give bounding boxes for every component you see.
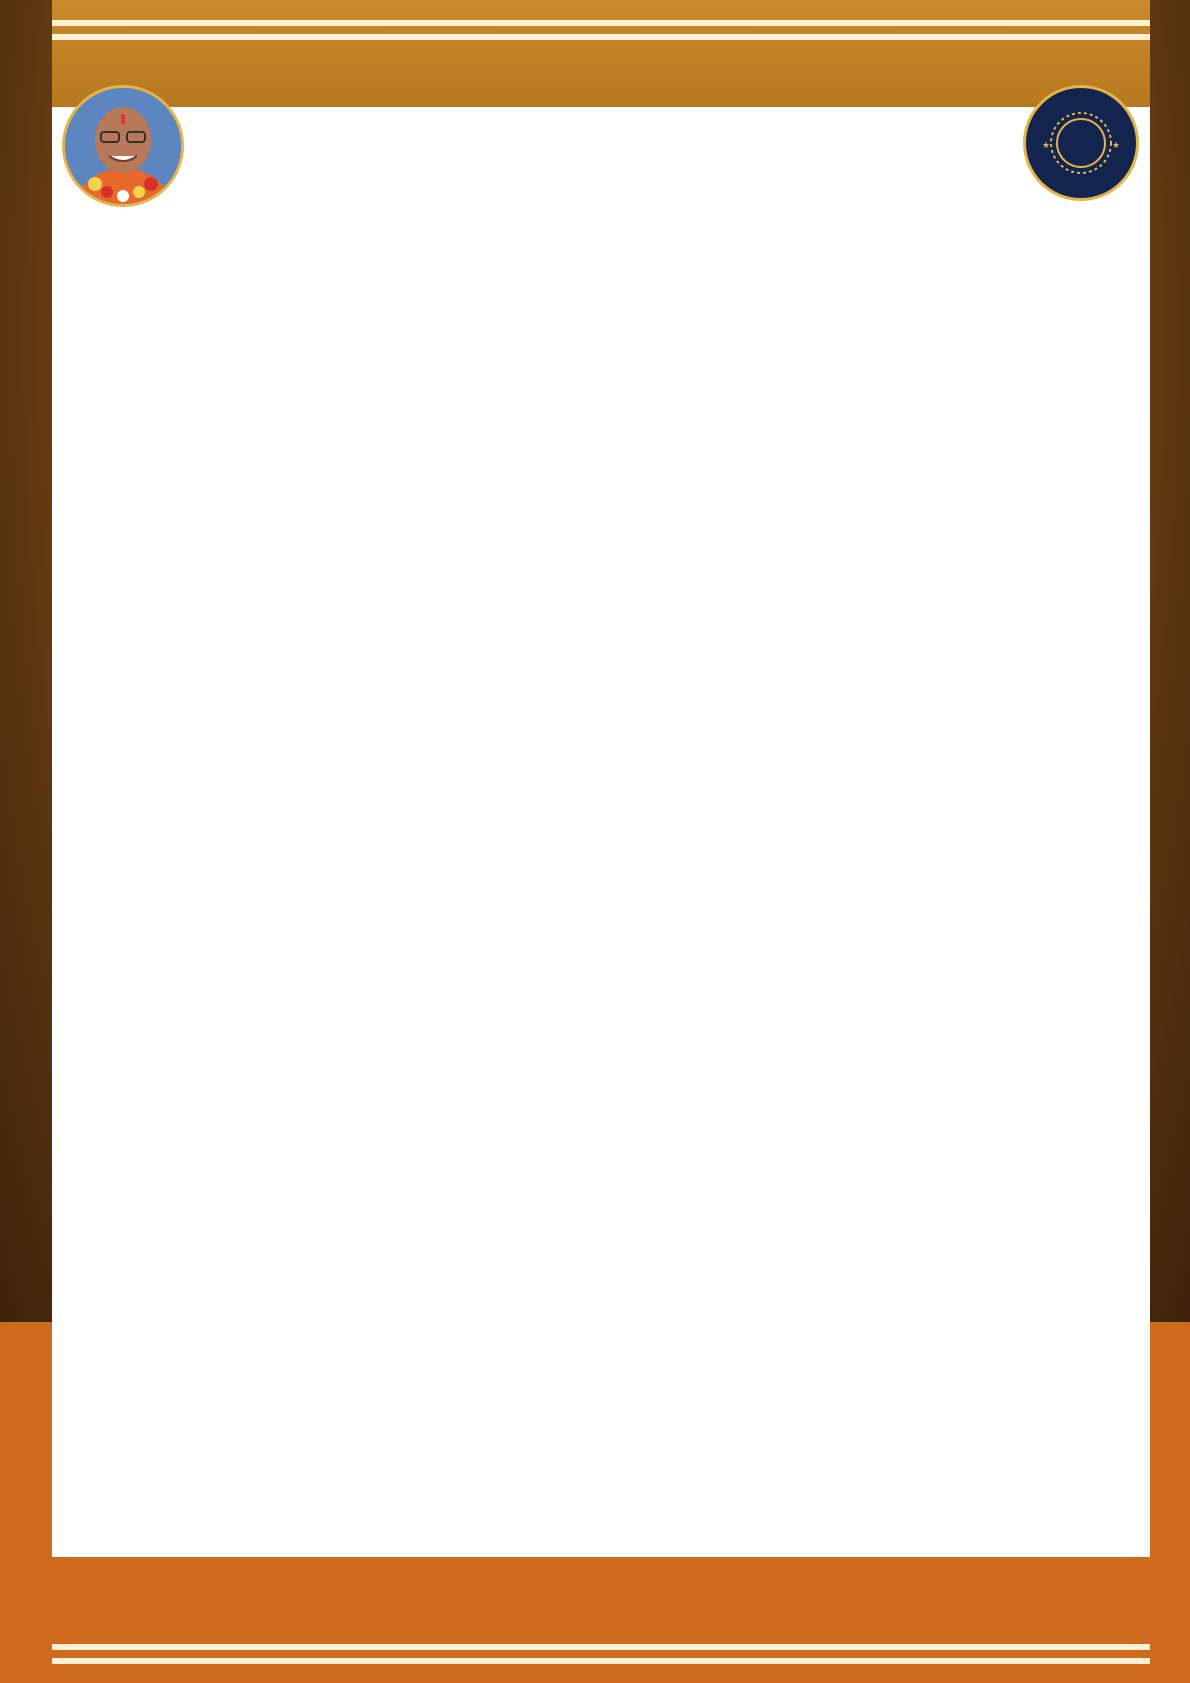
portrait-icon	[65, 88, 181, 204]
star-icon: ★	[1042, 141, 1051, 151]
top-scallop-border	[52, 38, 1150, 108]
guru-portrait-avatar	[62, 85, 184, 207]
bottom-scallop-border	[52, 1580, 1150, 1650]
bottom-border-line	[52, 1658, 1150, 1664]
page-paper	[52, 107, 1150, 1557]
bottom-border-line-inner	[52, 1644, 1150, 1650]
second-letter-body	[94, 1203, 1094, 1261]
letter-body	[94, 264, 1094, 322]
star-icon: ★	[1112, 141, 1121, 151]
vyasa-puja-badge	[1022, 84, 1140, 202]
top-border-line	[52, 20, 1150, 26]
